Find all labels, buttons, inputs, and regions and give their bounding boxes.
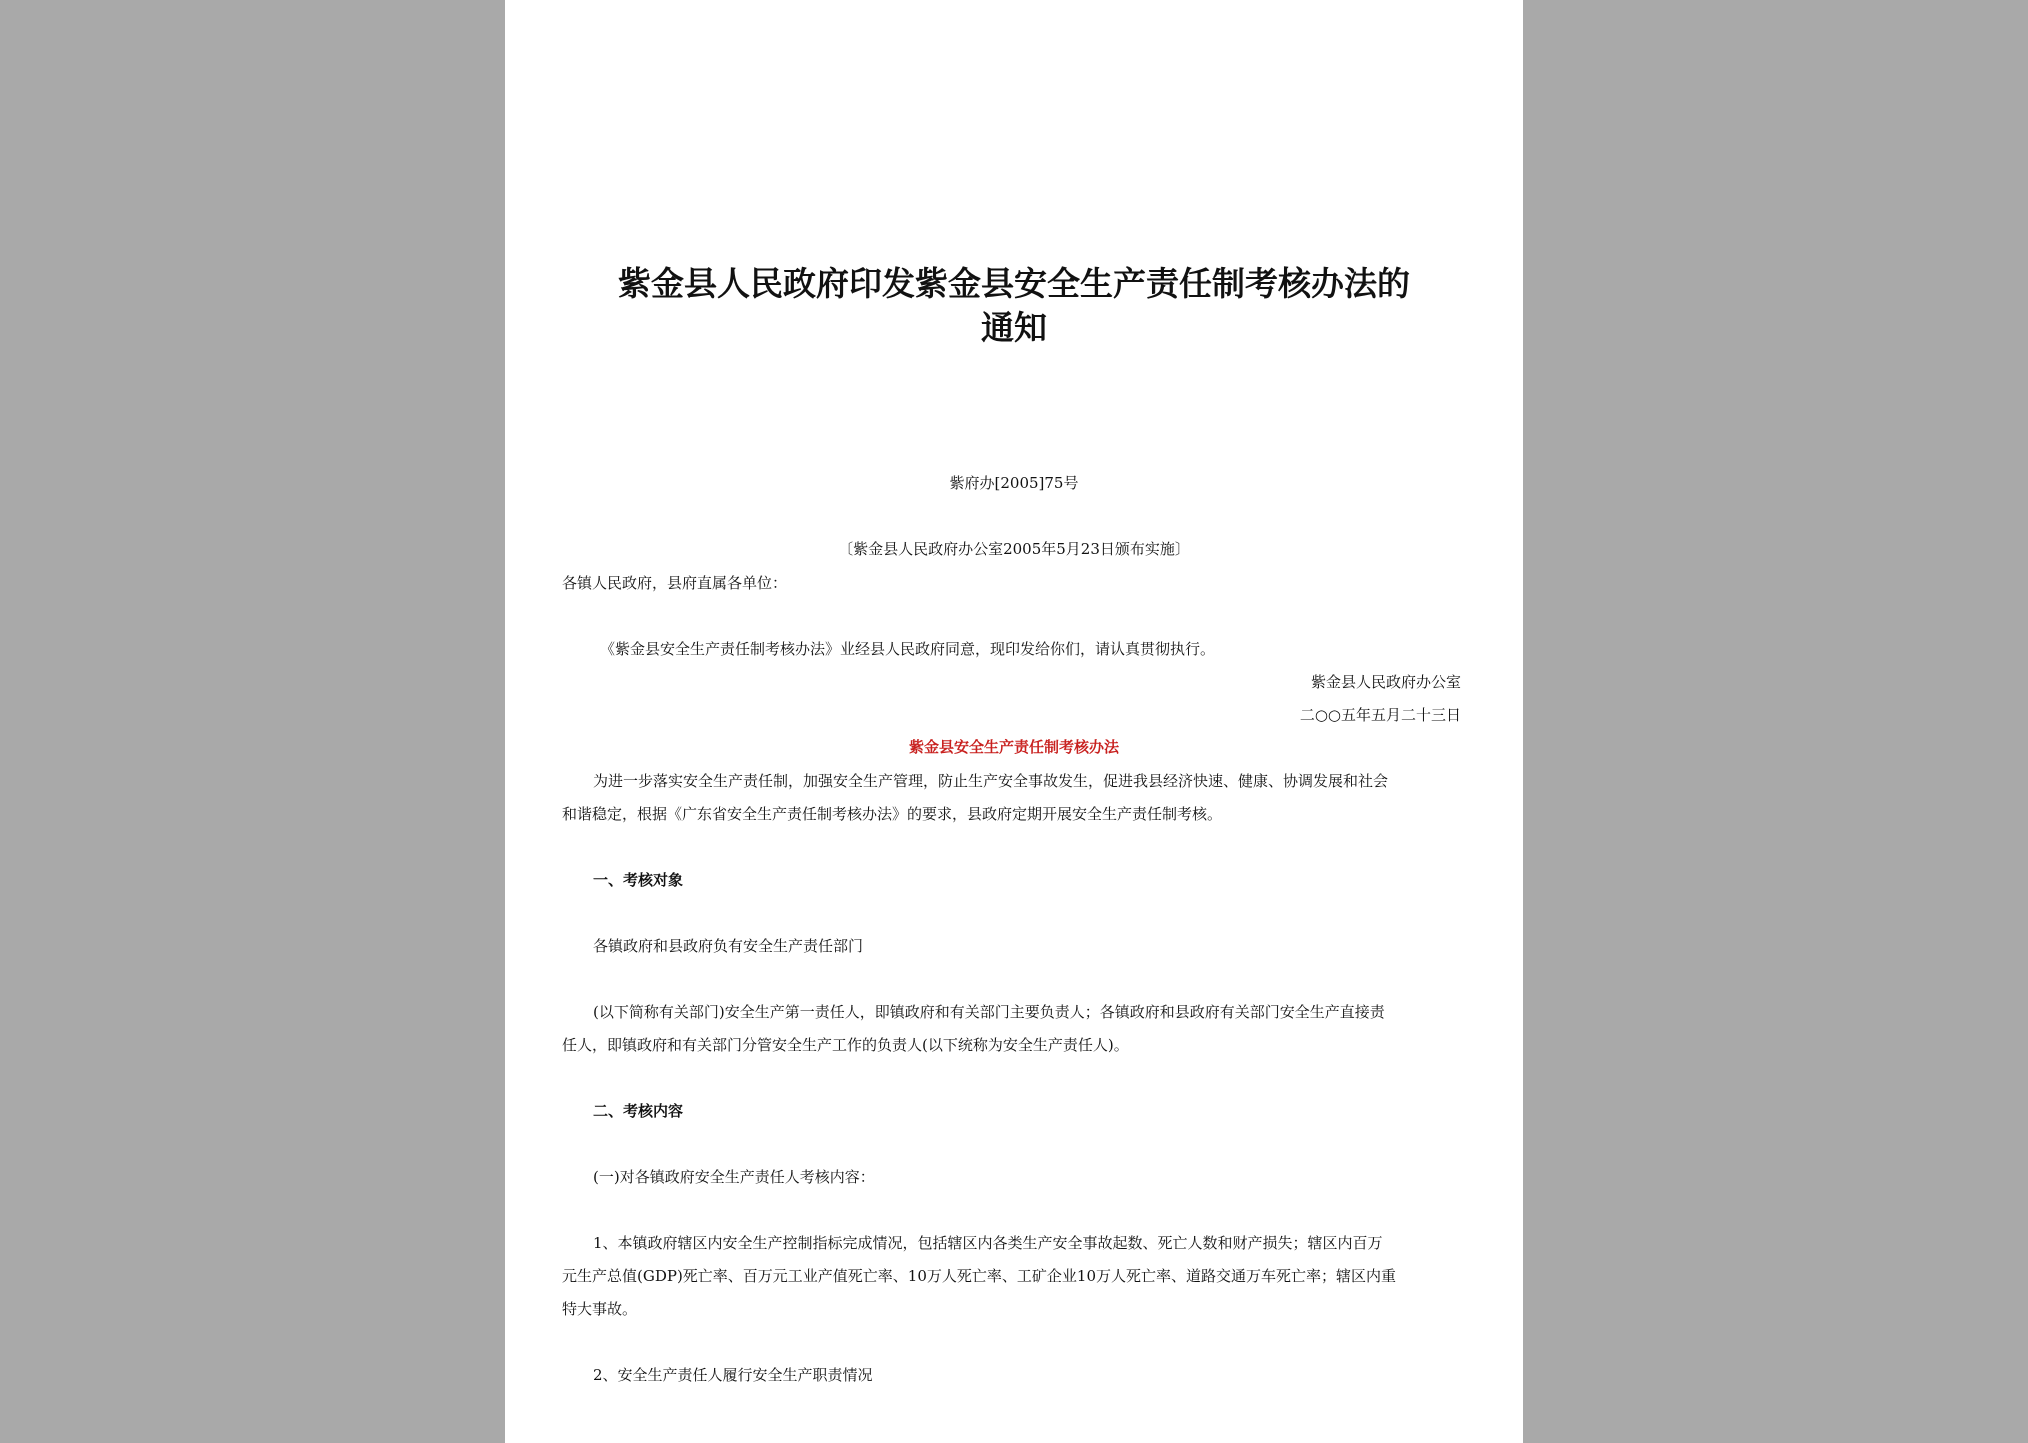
section-1-line: 各镇政府和县政府负有安全生产责任部门 [593, 937, 864, 955]
signature-org: 紫金县人民政府办公室 [1310, 673, 1461, 691]
item-1-line-1: 1、本镇政府辖区内安全生产控制指标完成情况，包括辖区内各类生产安全事故起数、死亡人数和财产损失；辖区内百万 [593, 1234, 1383, 1252]
salutation: 各镇人民政府，县府直属各单位： [562, 574, 788, 592]
document-page [505, 0, 1523, 1443]
intro-paragraph: 《紫金县安全生产责任制考核办法》业经县人民政府同意，现印发给你们，请认真贯彻执行。 [600, 640, 1216, 658]
paragraph-1-line-2: 和谐稳定，根据《广东省安全生产责任制考核办法》的要求，县政府定期开展安全生产责任制考核。 [562, 805, 1223, 823]
item-1-line-3: 特大事故。 [562, 1300, 638, 1318]
signature-date: 二○○五年五月二十三日 [1299, 706, 1461, 724]
attachment-title: 紫金县安全生产责任制考核办法 [908, 738, 1119, 756]
title-line-1: 紫金县人民政府印发紫金县安全生产责任制考核办法的 [618, 264, 1410, 303]
section-1-paragraph-line-1: (以下简称有关部门)安全生产第一责任人，即镇政府和有关部门主要负责人；各镇政府和县政府有关部门安全生产直接责 [593, 1003, 1385, 1021]
section-2-subheading: (一)对各镇政府安全生产责任人考核内容： [593, 1168, 875, 1186]
document-title [545, 262, 1483, 350]
item-2-line-1: 2、安全生产责任人履行安全生产职责情况 [593, 1366, 873, 1384]
item-1-line-2: 元生产总值(GDP)死亡率、百万元工业产值死亡率、10万人死亡率、工矿企业10万人死亡率、道路交通万车死亡率；辖区内重 [562, 1267, 1396, 1285]
title-line-2: 通知 [981, 308, 1047, 347]
section-1-heading: 一、考核对象 [593, 871, 684, 889]
section-2-heading: 二、考核内容 [593, 1102, 684, 1120]
paragraph-1-line-1: 为进一步落实安全生产责任制，加强安全生产管理，防止生产安全事故发生，促进我县经济快速、健康、协调发展和社会 [593, 772, 1389, 790]
document-number: 紫府办[2005]75号 [949, 474, 1079, 492]
section-1-paragraph-line-2: 任人，即镇政府和有关部门分管安全生产工作的负责人(以下统称为安全生产责任人)。 [562, 1036, 1129, 1054]
issue-note: 〔紫金县人民政府办公室2005年5月23日颁布实施〕 [838, 540, 1190, 558]
